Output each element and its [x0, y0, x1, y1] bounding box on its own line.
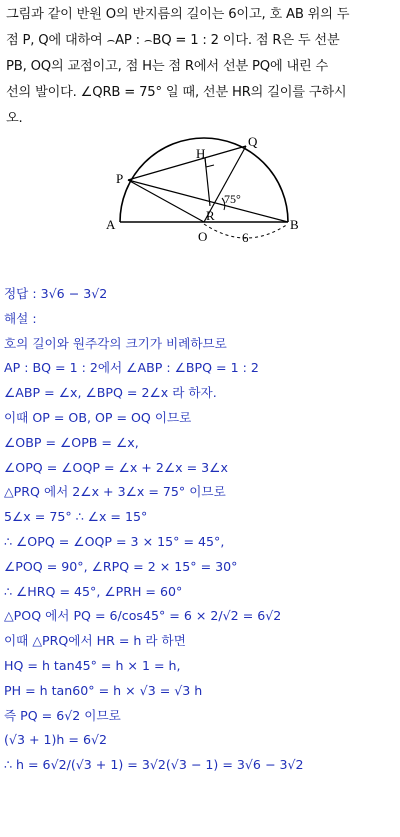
- segment-op: [128, 180, 204, 222]
- right-angle-mark: [205, 158, 214, 167]
- problem-line: 점 P, Q에 대하여 ⌢AP : ⌢BQ = 1 : 2 이다. 점 R은 두 선분: [6, 33, 340, 48]
- problem-line: 오.: [6, 111, 23, 126]
- label-angle: 75°: [224, 192, 241, 206]
- solution-line: 해설 :: [4, 310, 37, 326]
- solution-line: ∠OBP = ∠OPB = ∠x,: [4, 434, 139, 450]
- solution-block: [4, 282, 398, 778]
- solution-line: AP : BQ = 1 : 2에서 ∠ABP : ∠BPQ = 1 : 2: [4, 360, 259, 376]
- solution-line: ∠OPQ = ∠OQP = ∠x + 2∠x = 3∠x: [4, 459, 228, 475]
- solution-line: PH = h tan60° = h × √3 = √3 h: [4, 682, 203, 698]
- label-p: P: [116, 171, 124, 186]
- geometry-diagram: [100, 128, 310, 248]
- solution-line: 5∠x = 75° ∴ ∠x = 15°: [4, 509, 148, 525]
- solution-line: 이때 △PRQ에서 HR = h 라 하면: [4, 633, 186, 649]
- problem-line: 선의 발이다. ∠QRB = 75° 일 때, 선분 HR의 길이를 구하시: [6, 85, 347, 100]
- solution-line: ∴ h = 6√2/(√3 + 1) = 3√2(√3 − 1) = 3√6 − 3√2: [4, 757, 304, 773]
- segment-pq: [128, 146, 246, 180]
- solution-line: ∠ABP = ∠x, ∠BPQ = 2∠x 라 하자.: [4, 385, 217, 401]
- solution-line: 즉 PQ = 6√2 이므로: [4, 707, 121, 723]
- solution-line: △POQ 에서 PQ = 6/cos45° = 6 × 2/√2 = 6√2: [4, 608, 282, 624]
- solution-line: ∴ ∠HRQ = 45°, ∠PRH = 60°: [4, 583, 183, 599]
- problem-line: 그림과 같이 반원 O의 반지름의 길이는 6이고, 호 AB 위의 두: [6, 7, 350, 22]
- label-o: O: [198, 229, 208, 244]
- solution-line: 호의 길이와 원주각의 크기가 비례하므로: [4, 335, 227, 351]
- solution-line: △PRQ 에서 2∠x + 3∠x = 75° 이므로: [4, 484, 226, 500]
- solution-line: HQ = h tan45° = h × 1 = h,: [4, 657, 181, 673]
- label-radius: 6: [242, 230, 249, 245]
- solution-line: ∴ ∠OPQ = ∠OQP = 3 × 15° = 45°,: [4, 533, 225, 549]
- solution-line: ∠POQ = 90°, ∠RPQ = 2 × 15° = 30°: [4, 558, 238, 574]
- label-h: H: [196, 146, 206, 161]
- label-a: A: [106, 217, 116, 232]
- solution-line: 이때 OP = OB, OP = OQ 이므로: [4, 409, 192, 425]
- solution-line: (√3 + 1)h = 6√2: [4, 732, 108, 748]
- answer-line: 정답 : 3√6 − 3√2: [4, 286, 108, 301]
- problem-line: PB, OQ의 교점이고, 점 H는 점 R에서 선분 PQ에 내린 수: [6, 59, 329, 74]
- label-r: R: [206, 208, 215, 223]
- label-b: B: [290, 217, 299, 232]
- label-q: Q: [248, 134, 258, 149]
- problem-text: [6, 2, 396, 132]
- semicircle-figure: [100, 128, 310, 248]
